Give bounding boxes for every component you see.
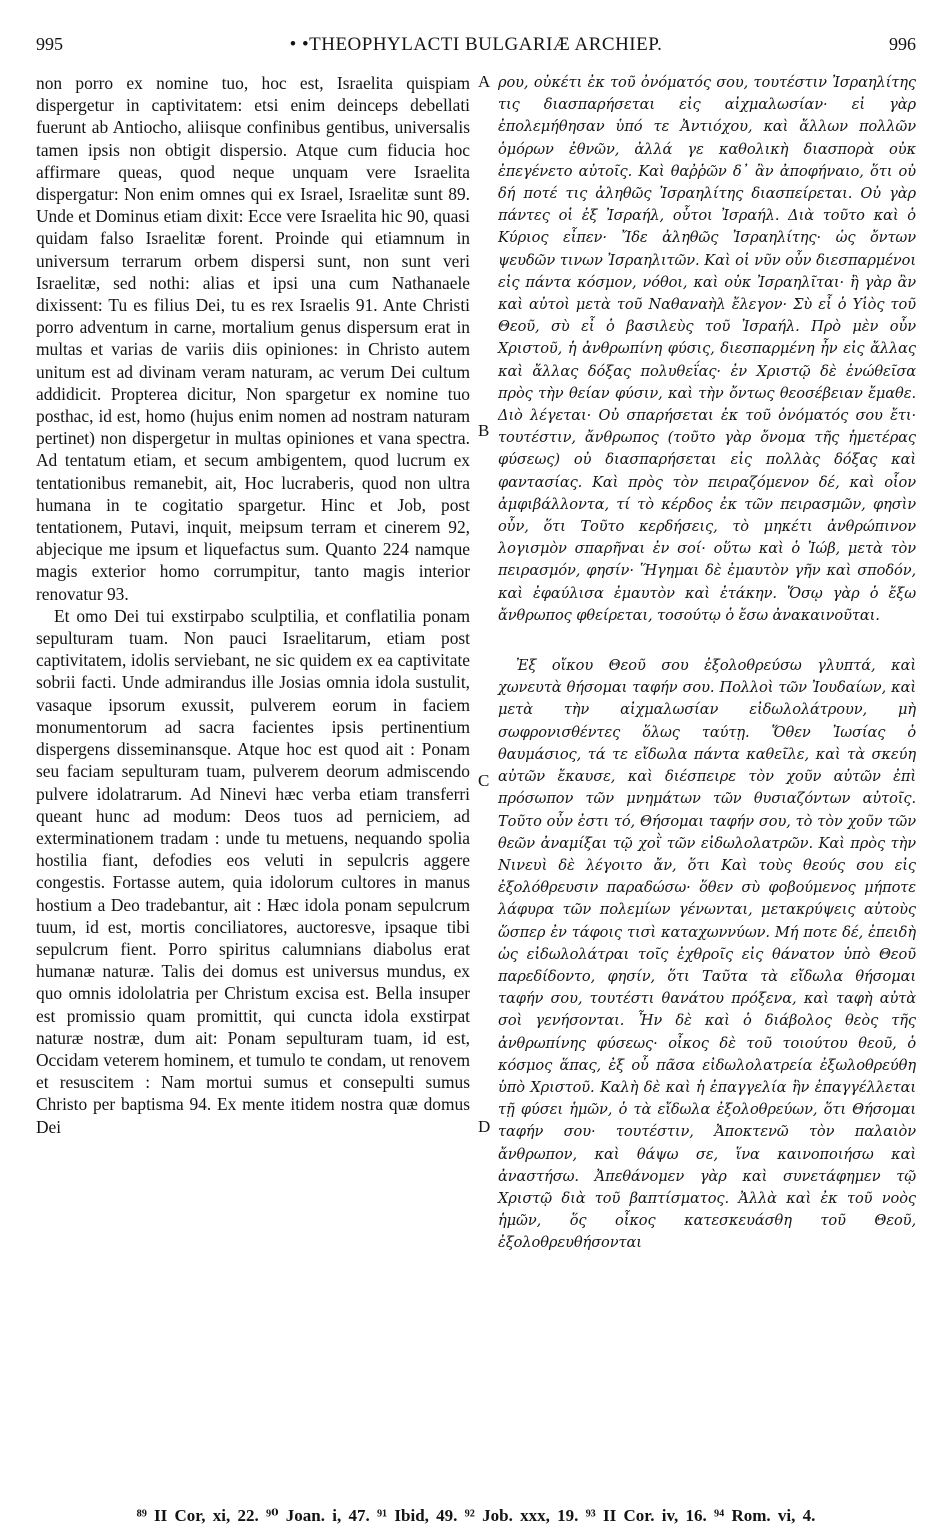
greek-paragraph-1: ρου, οὐκέτι ἐκ τοῦ ὀνόματός σου, τουτέστιν Ἰσραηλίτης τις διασπαρήσεται εἰς αἰχμαλωσίαν· εἰ γὰρ ἐπολεμήθησαν ὑπό τε Ἀντιόχου, καὶ ἄλλων πολλῶν ὁμόρων ἐθνῶν, ἀλλά γε καθολικὴ διασπορὰ οὐκ ἐπεγένετο αὐτοῖς. Καὶ θαῤῥῶν δ᾽ ἂν ἀποφήναιο, ὅτι οὐ δή ποτέ τις ἀληθῶς Ἰσραηλίτης διασπείρεται. Οὐ γὰρ πάντες οἱ ἐξ Ἰσραήλ, οὗτοι Ἰσραήλ. Διὰ τοῦτο καὶ ὁ Κύριος εἶπεν· Ἴδε ἀληθῶς Ἰσραηλίτης· ὡς ὄντων ψευδῶν τινων Ἰσραηλιτῶν. Καὶ οἱ νῦν οὖν διεσπαρμένοι εἰς πάντα κόσμον, νόθοι, καὶ οὐκ Ἰσραηλῖται· ἢ γὰρ ἂν καὶ αὐτοὶ μετὰ τοῦ Ναθαναὴλ ἔλεγον· Σὺ εἶ ὁ Υἱὸς τοῦ Θεοῦ, σὺ εἶ ὁ βασιλεὺς τοῦ Ἰσραήλ. Πρὸ μὲν οὖν Χριστοῦ, ἡ ἀνθρωπίνη φύσις, διεσπαρμένη ἦν εἰς ἄλλας καὶ ἄλλας δόξας πολυθεΐας· ἐν Χριστῷ δὲ ἐνώθεῖσα πρὸς τὴν θείαν φύσιν, καὶ τὴν ὄντως θεοσέβειαν ἔμαθε. Διὸ λέγεται· Οὐ σπαρήσεται ἐκ τοῦ ὀνόματός σου ἔτι· τουτέστιν, ἄνθρωπος (τοῦτο γὰρ ὄνομα τῆς ἡμετέρας φύσεως) οὐ διασπαρήσεται εἰς πολλὰς δόξας καὶ φαντασίας. Καὶ πρὸς τὸν πειραζόμενον δέ, καὶ οἷον ἀμφιβάλλοντα, τί τὸ κέρδος ἐκ τῶν πειρασμῶν, φησὶν οὖν, ὅτι Τοῦτο κερδήσεις, τὸ μηκέτι ἀνθρώπινον λογισμὸν σπαρῆναι ἐν σοί· οὕτω καὶ ὁ Ἰώβ, μετὰ τὸν πειρασμόν, φησίν· Ἥγημαι δὲ ἐμαυτὸν γῆν καὶ σποδόν, καὶ ἐφαύλισα ἐμαυτὸν καὶ ἐτάκην. Ὅσῳ γὰρ ὁ ἔξω ἄνθρωπος φθείρεται, τοσούτῳ ὁ ἔσω ἀνακαινοῦται. [498,74,916,624]
margin-marker-b: B [478,421,490,440]
page-number-left: 995 [36,34,63,54]
greek-column [498,72,916,1255]
greek-paragraph-2: Ἐξ οἴκου Θεοῦ σου ἐξολοθρεύσω γλυπτά, καὶ χωνευτὰ θήσομαι ταφήν σου. Πολλοὶ τῶν Ἰουδαίων, καὶ μετὰ τὴν αἰχμαλωσίαν εἰδωλολάτρουν, μὴ σωφρονισθέντες ὅλως ταύτῃ. Ὅθεν Ἰωσίας ὁ θαυμάσιος, τά τε εἴδωλα πάντα καθεῖλε, καὶ τὰ σκεύη αὐτῶν ἔκαυσε, καὶ διέσπειρε τὸν χοῦν αὐτῶν ἐπὶ πρόσωπον τῶν μνημάτων τῶν θυσιαζόντων αὐτοῖς. Τοῦτο οὖν ἐστι τό, Θήσομαι ταφήν σου, τὸ τὸν χοῦν τῶν θεῶν ἀναμίξαι τῷ χοῒ τῶν εἰδωλολατρῶν. Καὶ πρὸς τὴν Νινευὶ δὲ λέγοιτο ἄν, ὅτι Καὶ τοὺς θεούς σου εἰς ἐξολόθρευσιν παραδώσω· ὅθεν σὺ φοβούμενος μήποτε λάφυρα τῶν πολεμίων γένωνται, μετακρύψεις αὐτοὺς ὥσπερ ἐν τάφοις τισὶ καταχωννύων. Μή ποτε δέ, ἐπειδὴ ὡς εἰδωλολάτραι τοῖς ἐχθροῖς εἰς θάνατον ὑπὸ Θεοῦ παρεδίδοντο, φησίν, ὅτι Ταῦτα τὰ εἴδωλα θήσομαι ταφήν σου, τουτέστι θανάτου πρόξενα, καὶ ταφὴ αὐτὰ σοὶ γενήσονται. Ἦν δὲ καὶ ὁ διάβολος θεὸς τῆς ἀνθρωπίνης φύσεως· οἶκος δὲ τοῦ τοιούτου θεοῦ, ὁ κόσμος ἅπας, ἐξ οὗ πᾶσα εἰδωλολατρεία ἐξωλοθρεύθη ὑπὸ Χριστοῦ. Καλὴ δὲ καὶ ἡ ἐπαγγελία ἣν ἐπαγγέλλεται τῇ φύσει ἡμῶν, ὁ τὰ εἴδωλα ἐξολοθρεύων, ὅτι Θήσομαι ταφήν σου· τουτέστιν, Ἀποκτενῶ τὸν παλαιὸν ἄνθρωπον, καὶ θάψω σε, ἵνα καινοποιήσω καὶ ἀναστήσω. Ἀπεθάνομεν γὰρ καὶ συνετάφημεν τῷ Χριστῷ διὰ τοῦ βαπτίσματος. Ἀλλὰ καὶ ἐκ τοῦ νοὸς ἡμῶν, ὅς οἶκος κατεσκευάσθη τοῦ Θεοῦ, ἐξολοθρευθήσονται [498,657,916,1252]
latin-paragraph-2: Et omo Dei tui exstirpabo sculptilia, et conflatilia ponam sepulturam tuam. Non pauci Israelitarum, etiam post captivitatem, idolis serviebant, ne sic quidem ex ea captivitate sobrii facti. Unde admirandus ille Josias omnia idola sustulit, vasaque ipsorum exussit, pulverem eorum in faciem monumentorum ad sacra facientes ipsis pertinentium dispergens disseminansque. Atque hoc est quod ait : Ponam seu faciam sepulturam tuam, pulverem deorum admiscendo pulvere idolatrarum. Ad Ninevi hæc verba etiam transferri queant hunc ad modum: Deos tuos ad perniciem, ad exterminationem tradam : unde tu metuens, nequando spolia hostilia fiant, defodies eos veluti in sepulcris aggere congestis. Fortasse autem, quia idolorum cultores in manus hostium a Deo tradebantur, ait : Hæc idola ponam sepulcrum tuum, id est, mortis conciliatores, auctoresve, ipsaque tibi sepulcrum fient. Porro spiritus calumnians diabolus erat humanæ naturæ. Talis dei domus est universus mundus, ex quo omnis idololatria per Christum excisa est. Bella insuper est promissio quam promittit, qui cuncta idola exstirpat naturæ nostræ, dum ait: Ponam sepulturam tuam, id est, Occidam veterem hominem, et tumulo te condam, ut renovem et resuscitem : Nam mortui sumus et consepulti sumus Christo per baptisma 94. Ex mente itidem nostra quæ domus Dei [36,605,470,1137]
footnotes: ⁸⁹ II Cor, xi, 22. ⁹⁰ Joan. i, 47. ⁹¹ Ibid, 49. ⁹² Job. xxx, 19. ⁹³ II Cor. iv, 16. ⁹⁴ Rom. vi, 4. [136,1506,816,1525]
running-title: • •THEOPHYLACTI BULGARIÆ ARCHIEP. [289,34,663,55]
running-header [36,34,916,58]
margin-marker-c: C [478,771,490,790]
page-number-right: 996 [889,34,916,54]
latin-column [36,72,470,1138]
margin-marker-d: D [478,1117,491,1136]
latin-paragraph-1: non porro ex nomine tuo, hoc est, Israelita quispiam dispergetur in captivitatem: etsi enim deinceps debellati fuerunt ab Antiocho, aliisque confinibus gentibus, universalis tamen ipsis non obtigit dispersio. Atque cum fiducia hoc affirmare queas, quod neque unquam vere Israelita dispergatur: Non enim omnes qui ex Israel, Israelitæ sunt 89. Unde et Dominus etiam dixit: Ecce vere Israelita hic 90, quasi quidam falso Israelitæ forent. Proinde qui etiamnum in universum terrarum orbem dispersi sunt, non sunt veri Israelitæ, sed nothi: alias et ipsi una cum Nathanaele dixissent: Tu es filius Dei, tu es rex Israelis 91. Ante Christi porro adventum in carne, mortalium genus dispersum erat in multas et varias de variis diis opiniones: in Christo autem unitum est ad divinam veram naturam, ac verum Dei cultum addidicit. Propterea dicitur, Non spargetur ex nomine tuo posthac, id est, homo (hujus enim nomen ad nostram naturam pertinet) non dispergetur in multas opiniones et vana spectra. Ad tentatum etiam, et secum ambigentem, quod lucrum ex tentationibus remanebit, ait, Hoc lucraberis, quod non ultra humana in te cogitatio spargetur. Hinc et Job, post tentationem, Putavi, inquit, meipsum terram et cinerem 92, abjecique me ipsum et liquefactus sum. Quanto 224 namque magis exterior homo corrumpitur, tanto magis interior renovatur 93. [36,73,470,604]
margin-marker-a: A [478,72,491,91]
